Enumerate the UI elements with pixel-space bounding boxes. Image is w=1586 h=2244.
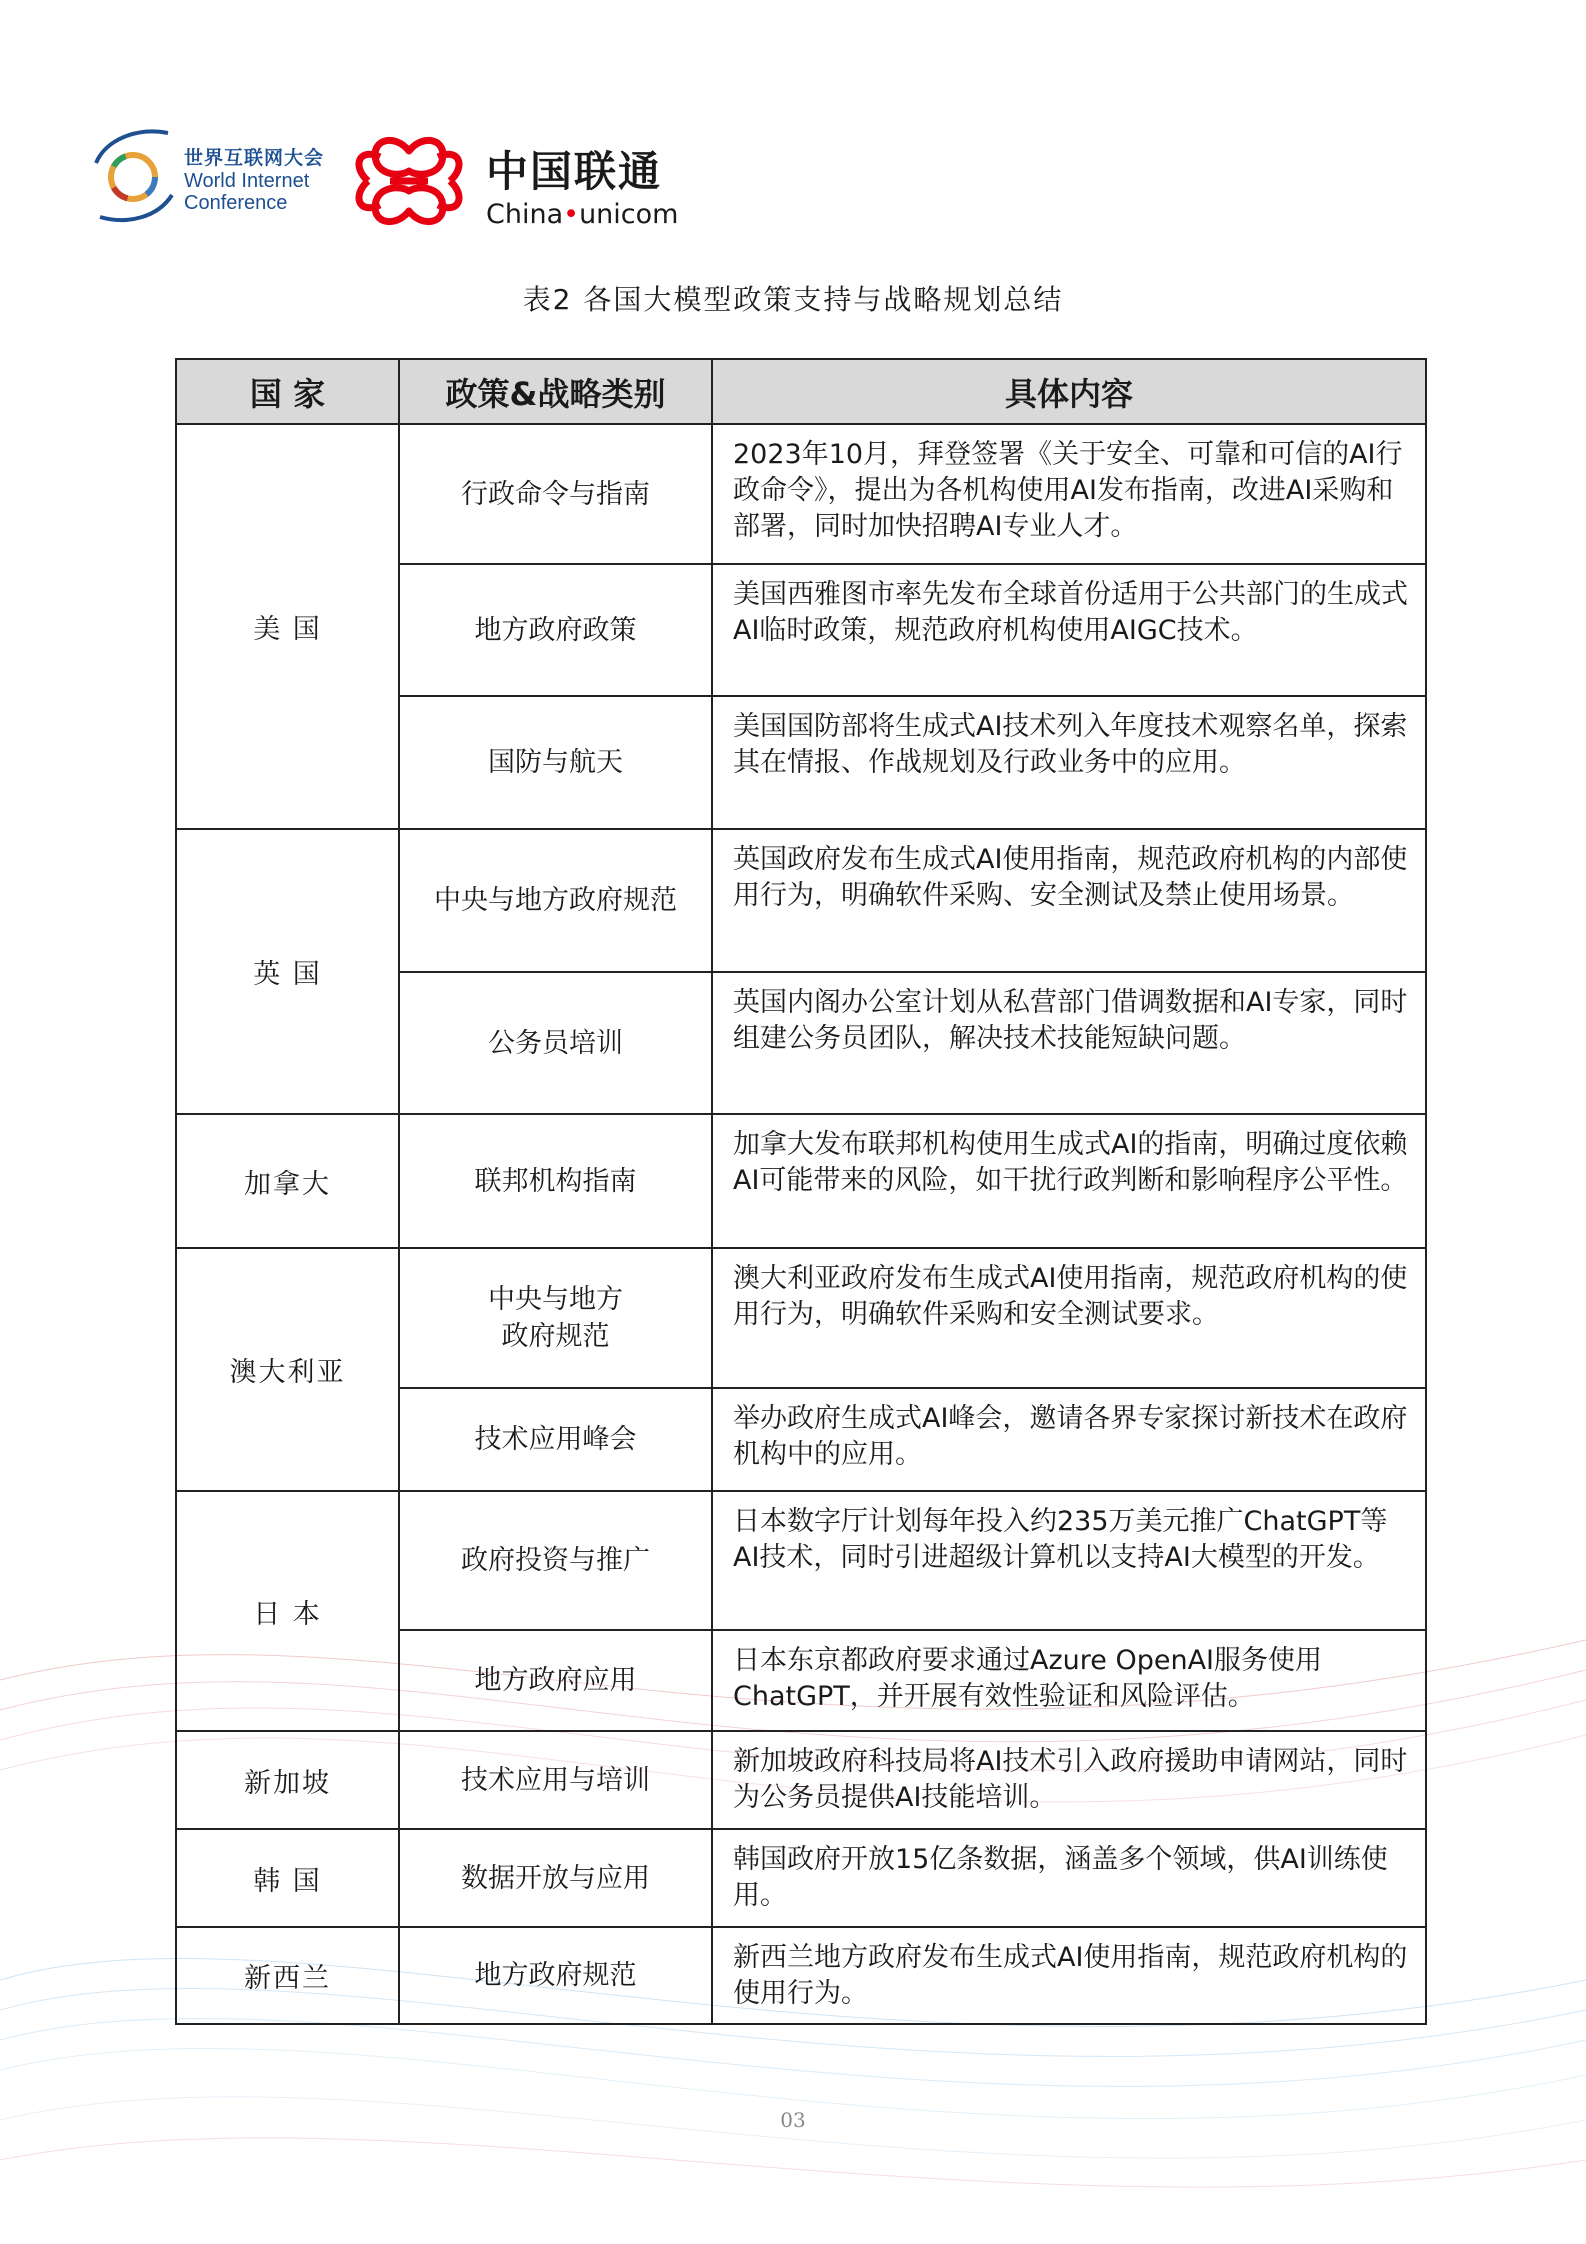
category-cell: 国防与航天 <box>399 696 712 829</box>
category-cell: 地方政府规范 <box>399 1927 712 2024</box>
content-cell: 日本东京都政府要求通过Azure OpenAI服务使用ChatGPT，并开展有效性验证和风险评估。 <box>712 1630 1426 1731</box>
china-unicom-name <box>486 139 678 230</box>
content-cell: 加拿大发布联邦机构使用生成式AI的指南，明确过度依赖AI可能带来的风险，如干扰行政判断和影响程序公平性。 <box>712 1114 1426 1248</box>
content-cell: 举办政府生成式AI峰会，邀请各界专家探讨新技术在政府机构中的应用。 <box>712 1388 1426 1491</box>
country-cell: 新加坡 <box>176 1731 399 1829</box>
unicom-name-en <box>486 199 678 230</box>
category-cell: 技术应用峰会 <box>399 1388 712 1491</box>
unicom-name-en-b: unicom <box>579 199 679 230</box>
header-logos <box>88 125 708 235</box>
header-category: 政策&战略类别 <box>399 359 712 424</box>
country-cell: 加拿大 <box>176 1114 399 1248</box>
table-row <box>176 1114 1426 1248</box>
content-cell: 美国西雅图市率先发布全球首份适用于公共部门的生成式AI临时政策，规范政府机构使用AIGC技术。 <box>712 564 1426 696</box>
table-row <box>176 424 1426 564</box>
category-cell: 联邦机构指南 <box>399 1114 712 1248</box>
content-cell: 2023年10月，拜登签署《关于安全、可靠和可信的AI行政命令》，提出为各机构使用AI发布指南，改进AI采购和部署，同时加快招聘AI专业人才。 <box>712 424 1426 564</box>
wic-name-en-line-1: World Internet <box>184 170 310 192</box>
wic-name <box>184 143 324 214</box>
table-header-row <box>176 359 1426 424</box>
world-internet-conference-logo-icon <box>88 125 178 225</box>
category-cell: 中央与地方政府规范 <box>399 829 712 972</box>
content-cell: 英国政府发布生成式AI使用指南，规范政府机构的内部使用行为，明确软件采购、安全测试及禁止使用场景。 <box>712 829 1426 972</box>
table-caption: 表2 各国大模型政策支持与战略规划总结 <box>522 283 1064 316</box>
wic-name-cn: 世界互联网大会 <box>184 148 325 169</box>
table-row <box>176 1731 1426 1829</box>
unicom-name-cn: 中国联通 <box>486 147 663 196</box>
country-cell: 韩 国 <box>176 1829 399 1927</box>
china-unicom-knot-logo-icon <box>350 131 468 231</box>
table-row <box>176 1248 1426 1388</box>
content-cell: 英国内阁办公室计划从私营部门借调数据和AI专家，同时组建公务员团队，解决技术技能短缺问题。 <box>712 972 1426 1114</box>
content-cell: 韩国政府开放15亿条数据，涵盖多个领域，供AI训练使用。 <box>712 1829 1426 1927</box>
content-cell: 美国国防部将生成式AI技术列入年度技术观察名单，探索其在情报、作战规划及行政业务中的应用。 <box>712 696 1426 829</box>
wic-name-en-line-2: Conference <box>184 192 288 214</box>
unicom-name-en-a: China <box>486 199 564 230</box>
country-cell: 澳大利亚 <box>176 1248 399 1491</box>
country-cell: 美 国 <box>176 424 399 829</box>
page-number: 03 <box>780 2108 806 2132</box>
table-row <box>176 1829 1426 1927</box>
category-cell: 地方政府政策 <box>399 564 712 696</box>
category-cell: 政府投资与推广 <box>399 1491 712 1630</box>
content-cell: 新西兰地方政府发布生成式AI使用指南，规范政府机构的使用行为。 <box>712 1927 1426 2024</box>
category-cell: 数据开放与应用 <box>399 1829 712 1927</box>
category-line: 政府规范 <box>501 1321 610 1352</box>
country-cell: 英 国 <box>176 829 399 1114</box>
country-cell: 日 本 <box>176 1491 399 1731</box>
category-cell: 技术应用与培训 <box>399 1731 712 1829</box>
content-cell: 日本数字厅计划每年投入约235万美元推广ChatGPT等AI技术，同时引进超级计算机以支持AI大模型的开发。 <box>712 1491 1426 1630</box>
content-cell: 新加坡政府科技局将AI技术引入政府援助申请网站，同时为公务员提供AI技能培训。 <box>712 1731 1426 1829</box>
category-cell: 公务员培训 <box>399 972 712 1114</box>
category-cell <box>399 1248 712 1388</box>
category-line: 中央与地方 <box>488 1284 623 1315</box>
table-row <box>176 1491 1426 1630</box>
content-cell: 澳大利亚政府发布生成式AI使用指南，规范政府机构的使用行为，明确软件采购和安全测试要求。 <box>712 1248 1426 1388</box>
table-row <box>176 829 1426 972</box>
header-content: 具体内容 <box>712 359 1426 424</box>
category-cell: 行政命令与指南 <box>399 424 712 564</box>
table-row <box>176 1927 1426 2024</box>
country-cell: 新西兰 <box>176 1927 399 2024</box>
header-country: 国 家 <box>176 359 399 424</box>
category-cell: 地方政府应用 <box>399 1630 712 1731</box>
unicom-name-en-dot: • <box>563 199 580 230</box>
policy-table <box>175 358 1427 2025</box>
